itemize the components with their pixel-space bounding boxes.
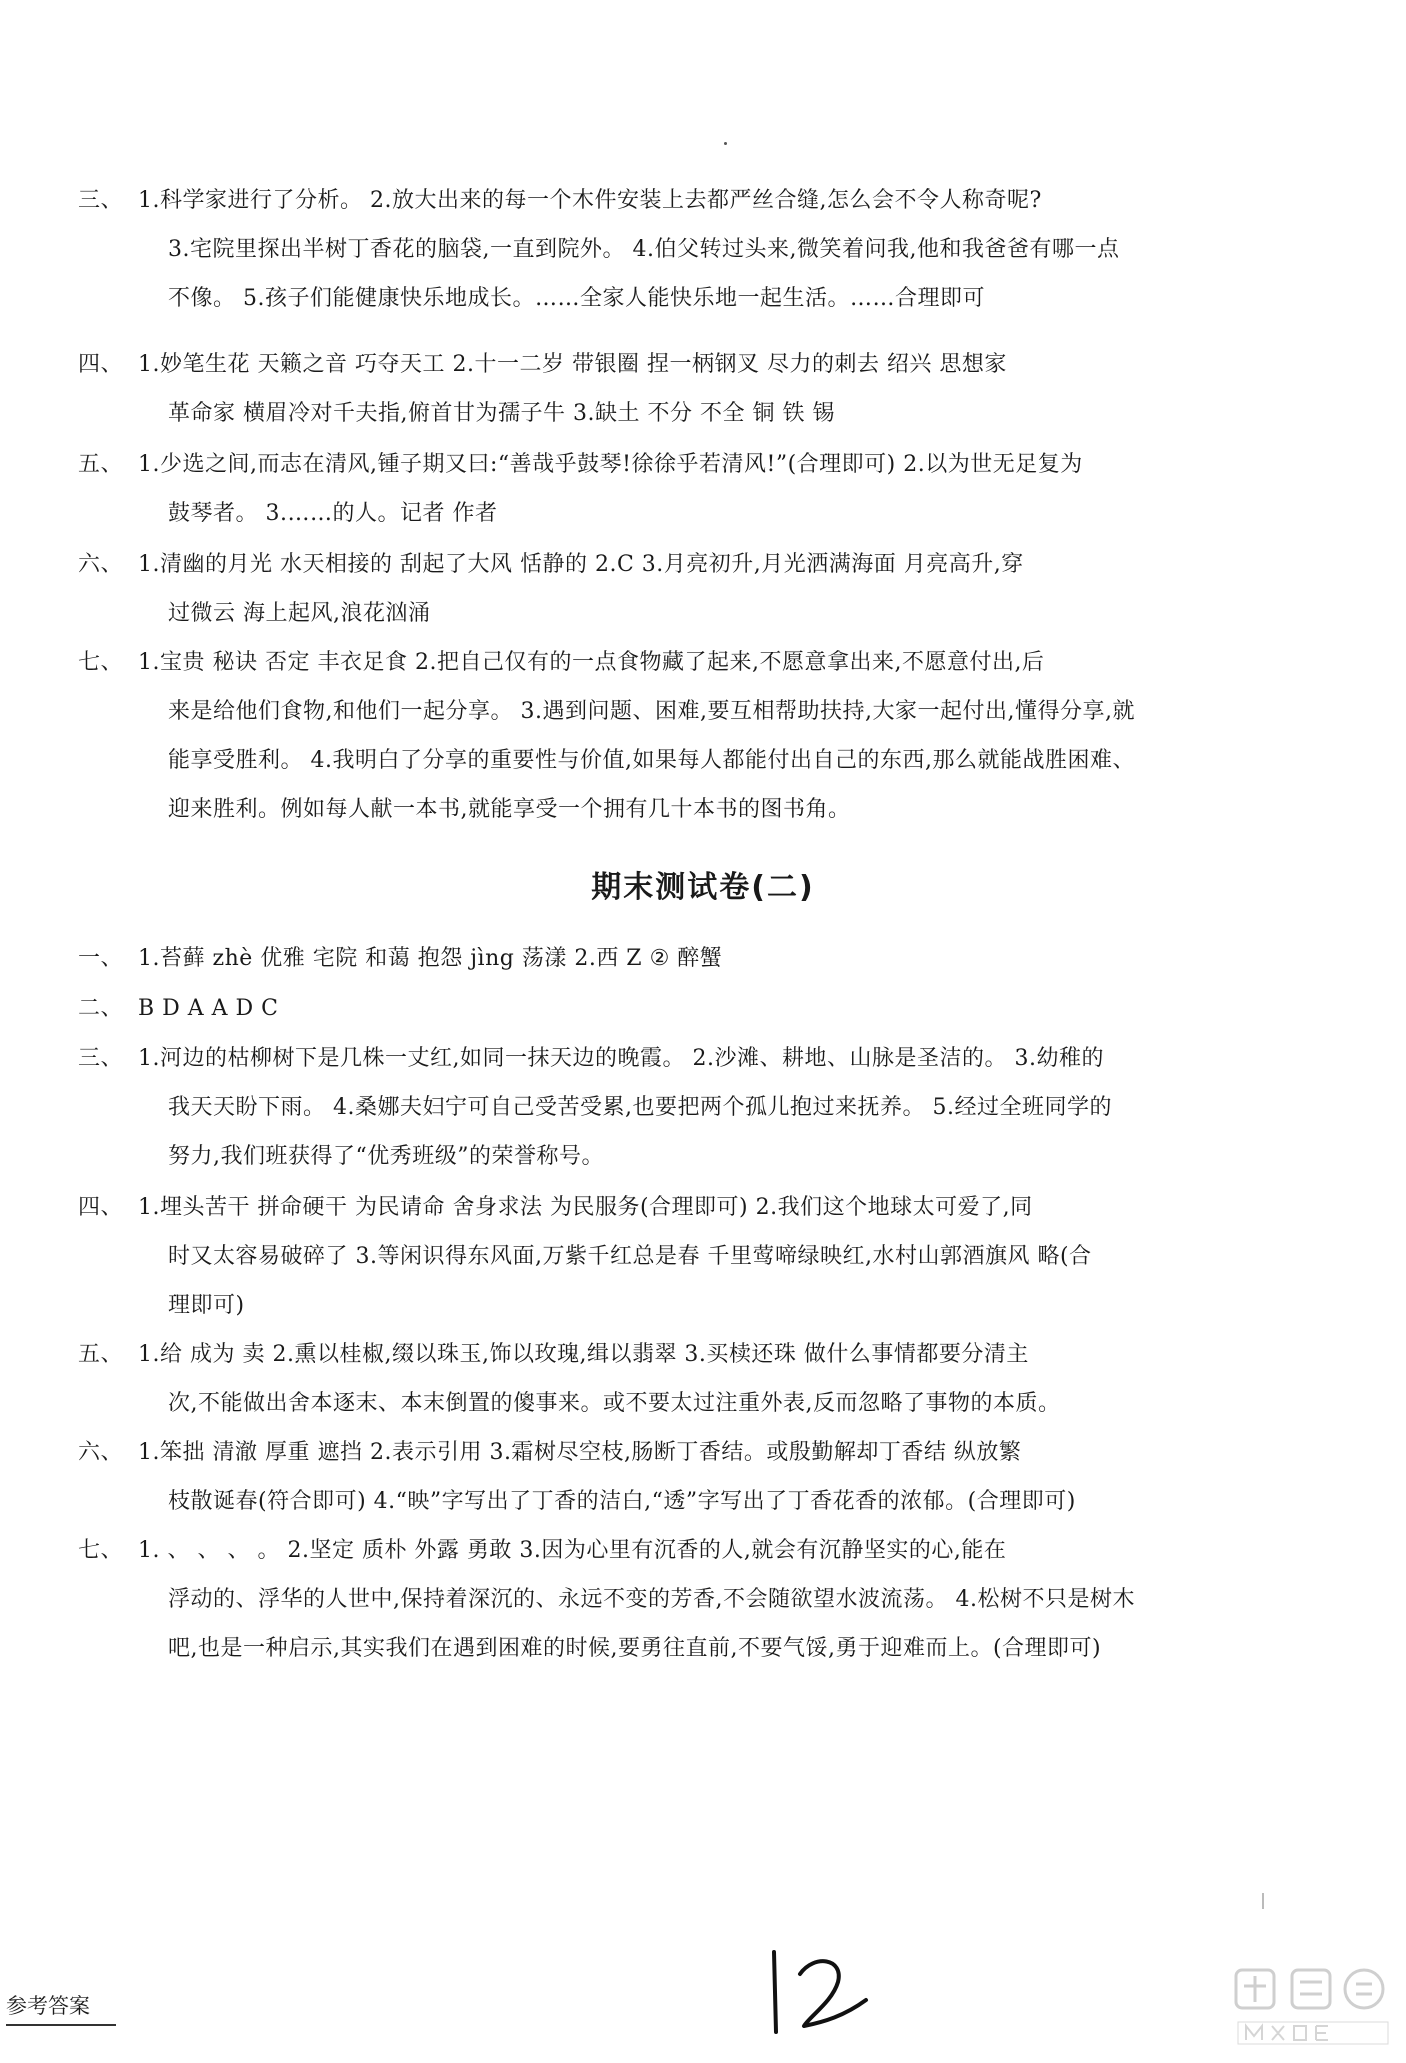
section-number: 四、: [78, 352, 124, 377]
section-number: 四、: [78, 1195, 124, 1220]
answer-line: 1.妙笔生花 天籁之音 巧夺天工 2.十一二岁 带银圈 捏一柄钢叉 尽力的刺去 绍兴 思想家: [138, 352, 1007, 377]
answer-line: 吧,也是一种启示,其实我们在遇到困难的时候,要勇往直前,不要气馁,勇于迎难而上。(合理即可): [168, 1636, 1102, 1661]
section-number: 七、: [78, 650, 124, 675]
part1-section-7: [78, 638, 1238, 834]
answer-line: B D A A D C: [138, 996, 279, 1021]
page-title: 期末测试卷(二): [591, 870, 815, 905]
answer-line: 迎来胜利。例如每人献一本书,就能享受一个拥有几十本书的图书角。: [168, 797, 851, 822]
part2-section-7: [78, 1526, 1238, 1673]
section-number: 一、: [78, 946, 124, 971]
footer-rule: [6, 2024, 116, 2026]
answer-line: 能享受胜利。 4.我明白了分享的重要性与价值,如果每人都能付出自己的东西,那么就能战胜困难、: [168, 748, 1135, 773]
answer-line: 时又太容易破碎了 3.等闲识得东风面,万紫千红总是春 千里莺啼绿映红,水村山郭酒旗风 略(合: [168, 1244, 1092, 1269]
answer-line: 1.苔藓 zhè 优雅 宅院 和蔼 抱怨 jìng 荡漾 2.西 Z ② 醉蟹: [138, 946, 723, 971]
section-number: 三、: [78, 1046, 124, 1071]
part1-section-5: [78, 440, 1238, 538]
answer-line: 过微云 海上起风,浪花汹涌: [168, 601, 431, 626]
answer-line: 努力,我们班获得了“优秀班级”的荣誉称号。: [168, 1144, 604, 1169]
section-number: 二、: [78, 996, 124, 1021]
section-number: 三、: [78, 188, 124, 213]
answer-line: 浮动的、浮华的人世中,保持着深沉的、永远不变的芳香,不会随欲望水波流荡。 4.松树不只是树木: [168, 1587, 1135, 1612]
answer-line: 1.宝贵 秘诀 否定 丰衣足食 2.把自己仅有的一点食物藏了起来,不愿意拿出来,不愿意付出,后: [138, 650, 1045, 675]
part2-section-4: [78, 1183, 1238, 1330]
part1-section-3: [78, 176, 1238, 323]
answer-line: 1.笨拙 清澈 厚重 遮挡 2.表示引用 3.霜树尽空枝,肠断丁香结。或殷勤解却丁香结 纵放繁: [138, 1440, 1022, 1465]
answer-line: 来是给他们食物,和他们一起分享。 3.遇到问题、困难,要互相帮助扶持,大家一起付出,懂得分享,就: [168, 699, 1135, 724]
section-number: 六、: [78, 1440, 124, 1465]
section-number: 六、: [78, 552, 124, 577]
answer-line: 理即可): [168, 1293, 245, 1318]
scan-dot: [724, 142, 727, 145]
answer-line: 次,不能做出舍本逐末、本末倒置的傻事来。或不要太过注重外表,反而忽略了事物的本质。: [168, 1391, 1061, 1416]
part2-section-3: [78, 1034, 1238, 1181]
answer-line: 1.清幽的月光 水天相接的 刮起了大风 恬静的 2.C 3.月亮初升,月光洒满海面 月亮高升,穿: [138, 552, 1024, 577]
answer-line: 不像。 5.孩子们能健康快乐地成长。……全家人能快乐地一起生活。……合理即可: [168, 286, 985, 311]
part1-section-6: [78, 540, 1238, 638]
answer-line: 1.河边的枯柳树下是几株一丈红,如同一抹天边的晚霞。 2.沙滩、耕地、山脉是圣洁的。 3.幼稚的: [138, 1046, 1104, 1071]
answer-line: 枝散诞春(符合即可) 4.“映”字写出了丁香的洁白,“透”字写出了丁香花香的浓郁。(合理即可): [168, 1489, 1076, 1514]
part1-section-4: [78, 340, 1238, 438]
answer-line: 1.给 成为 卖 2.熏以桂椒,缀以珠玉,饰以玫瑰,缉以翡翠 3.买椟还珠 做什么事情都要分清主: [138, 1342, 1029, 1367]
answer-line: 1.少选之间,而志在清风,锺子期又曰:“善哉乎鼓琴!徐徐乎若清风!”(合理即可) 2.以为世无足复为: [138, 452, 1083, 477]
watermark-logo: [1232, 1964, 1392, 2054]
answer-line: 鼓琴者。 3.……的人。记者 作者: [168, 501, 498, 526]
section-number: 五、: [78, 452, 124, 477]
answer-line: 1.科学家进行了分析。 2.放大出来的每一个木件安装上去都严丝合缝,怎么会不令人称奇呢?: [138, 188, 1042, 213]
part2-section-1: [78, 934, 1238, 983]
part2-section-5: [78, 1330, 1238, 1428]
handwritten-page-number: [752, 1944, 872, 2039]
answer-line: 我天天盼下雨。 4.桑娜夫妇宁可自己受苦受累,也要把两个孤儿抱过来抚养。 5.经过全班同学的: [168, 1095, 1112, 1120]
answer-line: 革命家 横眉冷对千夫指,俯首甘为孺子牛 3.缺土 不分 不全 铜 铁 锡: [168, 401, 835, 426]
footer-label: 参考答案: [6, 1994, 90, 2018]
answer-line: 1.埋头苦干 拼命硬干 为民请命 舍身求法 为民服务(合理即可) 2.我们这个地球太可爱了,同: [138, 1195, 1033, 1220]
answer-line: 3.宅院里探出半树丁香花的脑袋,一直到院外。 4.伯父转过头来,微笑着问我,他和我爸爸有哪一点: [168, 237, 1120, 262]
section-number: 七、: [78, 1538, 124, 1563]
part2-section-2: [78, 984, 1238, 1033]
answer-line: 1. 、 、 、 。 2.坚定 质朴 外露 勇敢 3.因为心里有沉香的人,就会有沉静坚实的心,能在: [138, 1538, 1007, 1563]
section-number: 五、: [78, 1342, 124, 1367]
scan-mark: [1262, 1893, 1264, 1909]
part2-section-6: [78, 1428, 1238, 1526]
